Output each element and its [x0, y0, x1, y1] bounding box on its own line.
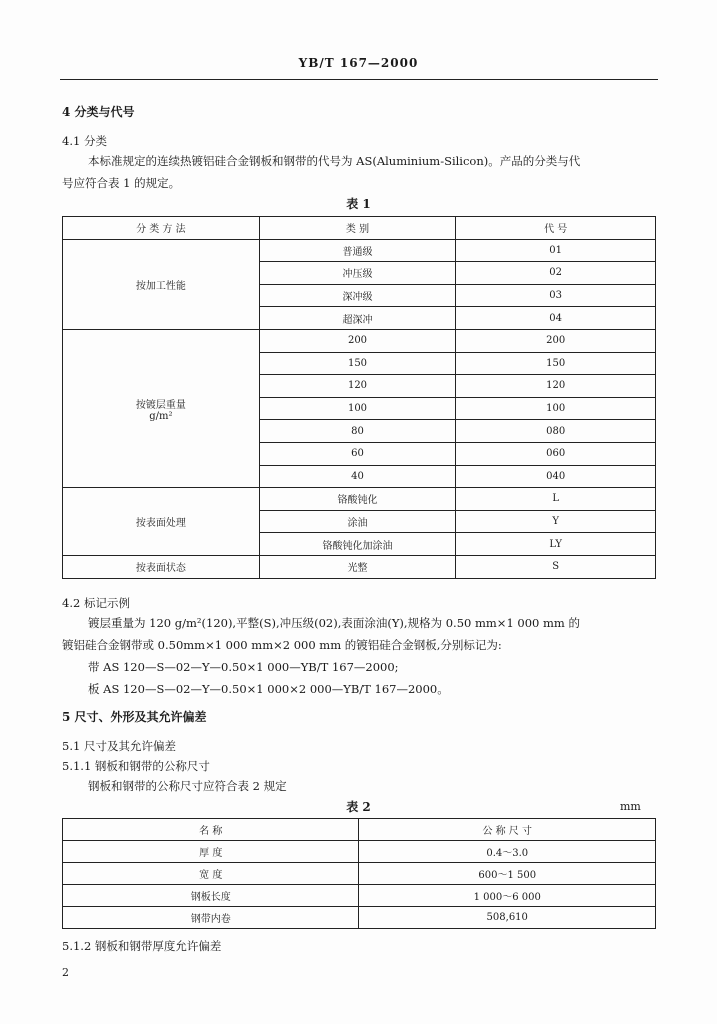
classification-method: 按加工性能 [135, 280, 186, 292]
classification-method: 按镀层重量 [135, 399, 186, 411]
table-1-caption: 表 1 [346, 197, 371, 211]
category-cell: 深冲级 [259, 284, 456, 307]
category-cell: 铬酸钝化 [259, 488, 456, 511]
category-cell: 超深冲 [259, 307, 456, 330]
table-row [63, 907, 656, 929]
classification-method-cell [63, 329, 260, 487]
table-2-header-row [63, 819, 656, 841]
table-row [63, 555, 656, 578]
table-2-unit: mm [620, 800, 641, 813]
code-cell: 080 [456, 420, 656, 443]
nominal-size-cell: 0.4～3.0 [359, 841, 656, 863]
section-5-1-2-title: 5.1.2 钢板和钢带厚度允许偏差 [62, 939, 222, 953]
section-5-1-1-title: 5.1.1 钢板和钢带的公称尺寸 [62, 759, 210, 773]
code-cell: 02 [456, 262, 656, 285]
category-cell: 60 [259, 442, 456, 465]
marking-example-plate: 板 AS 120—S—02—Y—0.50×1 000×2 000—YB/T 167—2000。 [88, 682, 449, 696]
code-cell: 060 [456, 442, 656, 465]
page-number: 2 [62, 966, 69, 979]
classification-method-cell [63, 555, 260, 578]
category-cell: 铬酸钝化加涂油 [259, 533, 456, 556]
nominal-size-cell: 508,610 [359, 907, 656, 929]
category-cell: 120 [259, 375, 456, 398]
category-cell: 150 [259, 352, 456, 375]
table-2-header-name: 名 称 [63, 819, 359, 841]
table-row [63, 841, 656, 863]
category-cell: 40 [259, 465, 456, 488]
section-5-1-1-paragraph: 钢板和钢带的公称尺寸应符合表 2 规定 [88, 779, 287, 793]
code-cell: 200 [456, 329, 656, 352]
dimension-name-cell: 厚 度 [63, 841, 359, 863]
nominal-size-cell: 600～1 500 [359, 863, 656, 885]
classification-method: 按表面状态 [135, 563, 186, 575]
section-5-title: 5 尺寸、外形及其允许偏差 [62, 710, 207, 724]
category-cell: 100 [259, 397, 456, 420]
code-cell: 120 [456, 375, 656, 398]
dimension-name-cell: 宽 度 [63, 863, 359, 885]
section-4-1-paragraph-line2: 号应符合表 1 的规定。 [62, 176, 181, 190]
table-2-caption: 表 2 [346, 800, 371, 814]
code-cell: Y [456, 510, 656, 533]
category-cell: 涂油 [259, 510, 456, 533]
code-cell: 04 [456, 307, 656, 330]
section-4-1-title: 4.1 分类 [62, 134, 107, 148]
marking-example-strip: 带 AS 120—S—02—Y—0.50×1 000—YB/T 167—2000; [88, 660, 399, 674]
code-cell: 040 [456, 465, 656, 488]
dimension-name-cell: 钢板长度 [63, 885, 359, 907]
code-cell: L [456, 488, 656, 511]
table-row [63, 329, 656, 352]
table-2-header-size: 公 称 尺 寸 [359, 819, 656, 841]
table-row [63, 239, 656, 262]
code-cell: S [456, 555, 656, 578]
category-cell: 冲压级 [259, 262, 456, 285]
classification-method-cell [63, 488, 260, 556]
code-cell: 100 [456, 397, 656, 420]
table-1-header-category: 类 别 [259, 217, 456, 240]
category-cell: 200 [259, 329, 456, 352]
code-cell: 03 [456, 284, 656, 307]
table-row [63, 885, 656, 907]
category-cell: 光整 [259, 555, 456, 578]
category-cell: 80 [259, 420, 456, 443]
table-2 [62, 818, 656, 929]
code-cell: 01 [456, 239, 656, 262]
table-row [63, 488, 656, 511]
table-1-header-code: 代 号 [456, 217, 656, 240]
classification-method-cell [63, 239, 260, 329]
section-4-2-title: 4.2 标记示例 [62, 596, 130, 610]
section-4-title: 4 分类与代号 [62, 105, 135, 119]
classification-method: 按表面处理 [135, 518, 186, 530]
standard-code-header: YB/T 167—2000 [298, 56, 419, 70]
section-4-1-paragraph-line1: 本标准规定的连续热镀铝硅合金钢板和钢带的代号为 AS(Aluminium-Silicon)。产品的分类与代 [88, 154, 581, 168]
classification-unit: g/m² [149, 410, 173, 422]
category-cell: 普通级 [259, 239, 456, 262]
nominal-size-cell: 1 000～6 000 [359, 885, 656, 907]
dimension-name-cell: 钢带内卷 [63, 907, 359, 929]
table-1 [62, 216, 656, 579]
section-5-1-title: 5.1 尺寸及其允许偏差 [62, 739, 176, 753]
table-1-header-row [63, 217, 656, 240]
table-1-header-method: 分 类 方 法 [63, 217, 260, 240]
section-4-2-paragraph-line2: 镀铝硅合金钢带或 0.50mm×1 000 mm×2 000 mm 的镀铝硅合金钢板,分别标记为: [62, 638, 502, 652]
code-cell: LY [456, 533, 656, 556]
section-4-2-paragraph-line1: 镀层重量为 120 g/m²(120),平整(S),冲压级(02),表面涂油(Y),规格为 0.50 mm×1 000 mm 的 [88, 616, 580, 630]
header-rule [60, 79, 658, 80]
table-row [63, 863, 656, 885]
code-cell: 150 [456, 352, 656, 375]
